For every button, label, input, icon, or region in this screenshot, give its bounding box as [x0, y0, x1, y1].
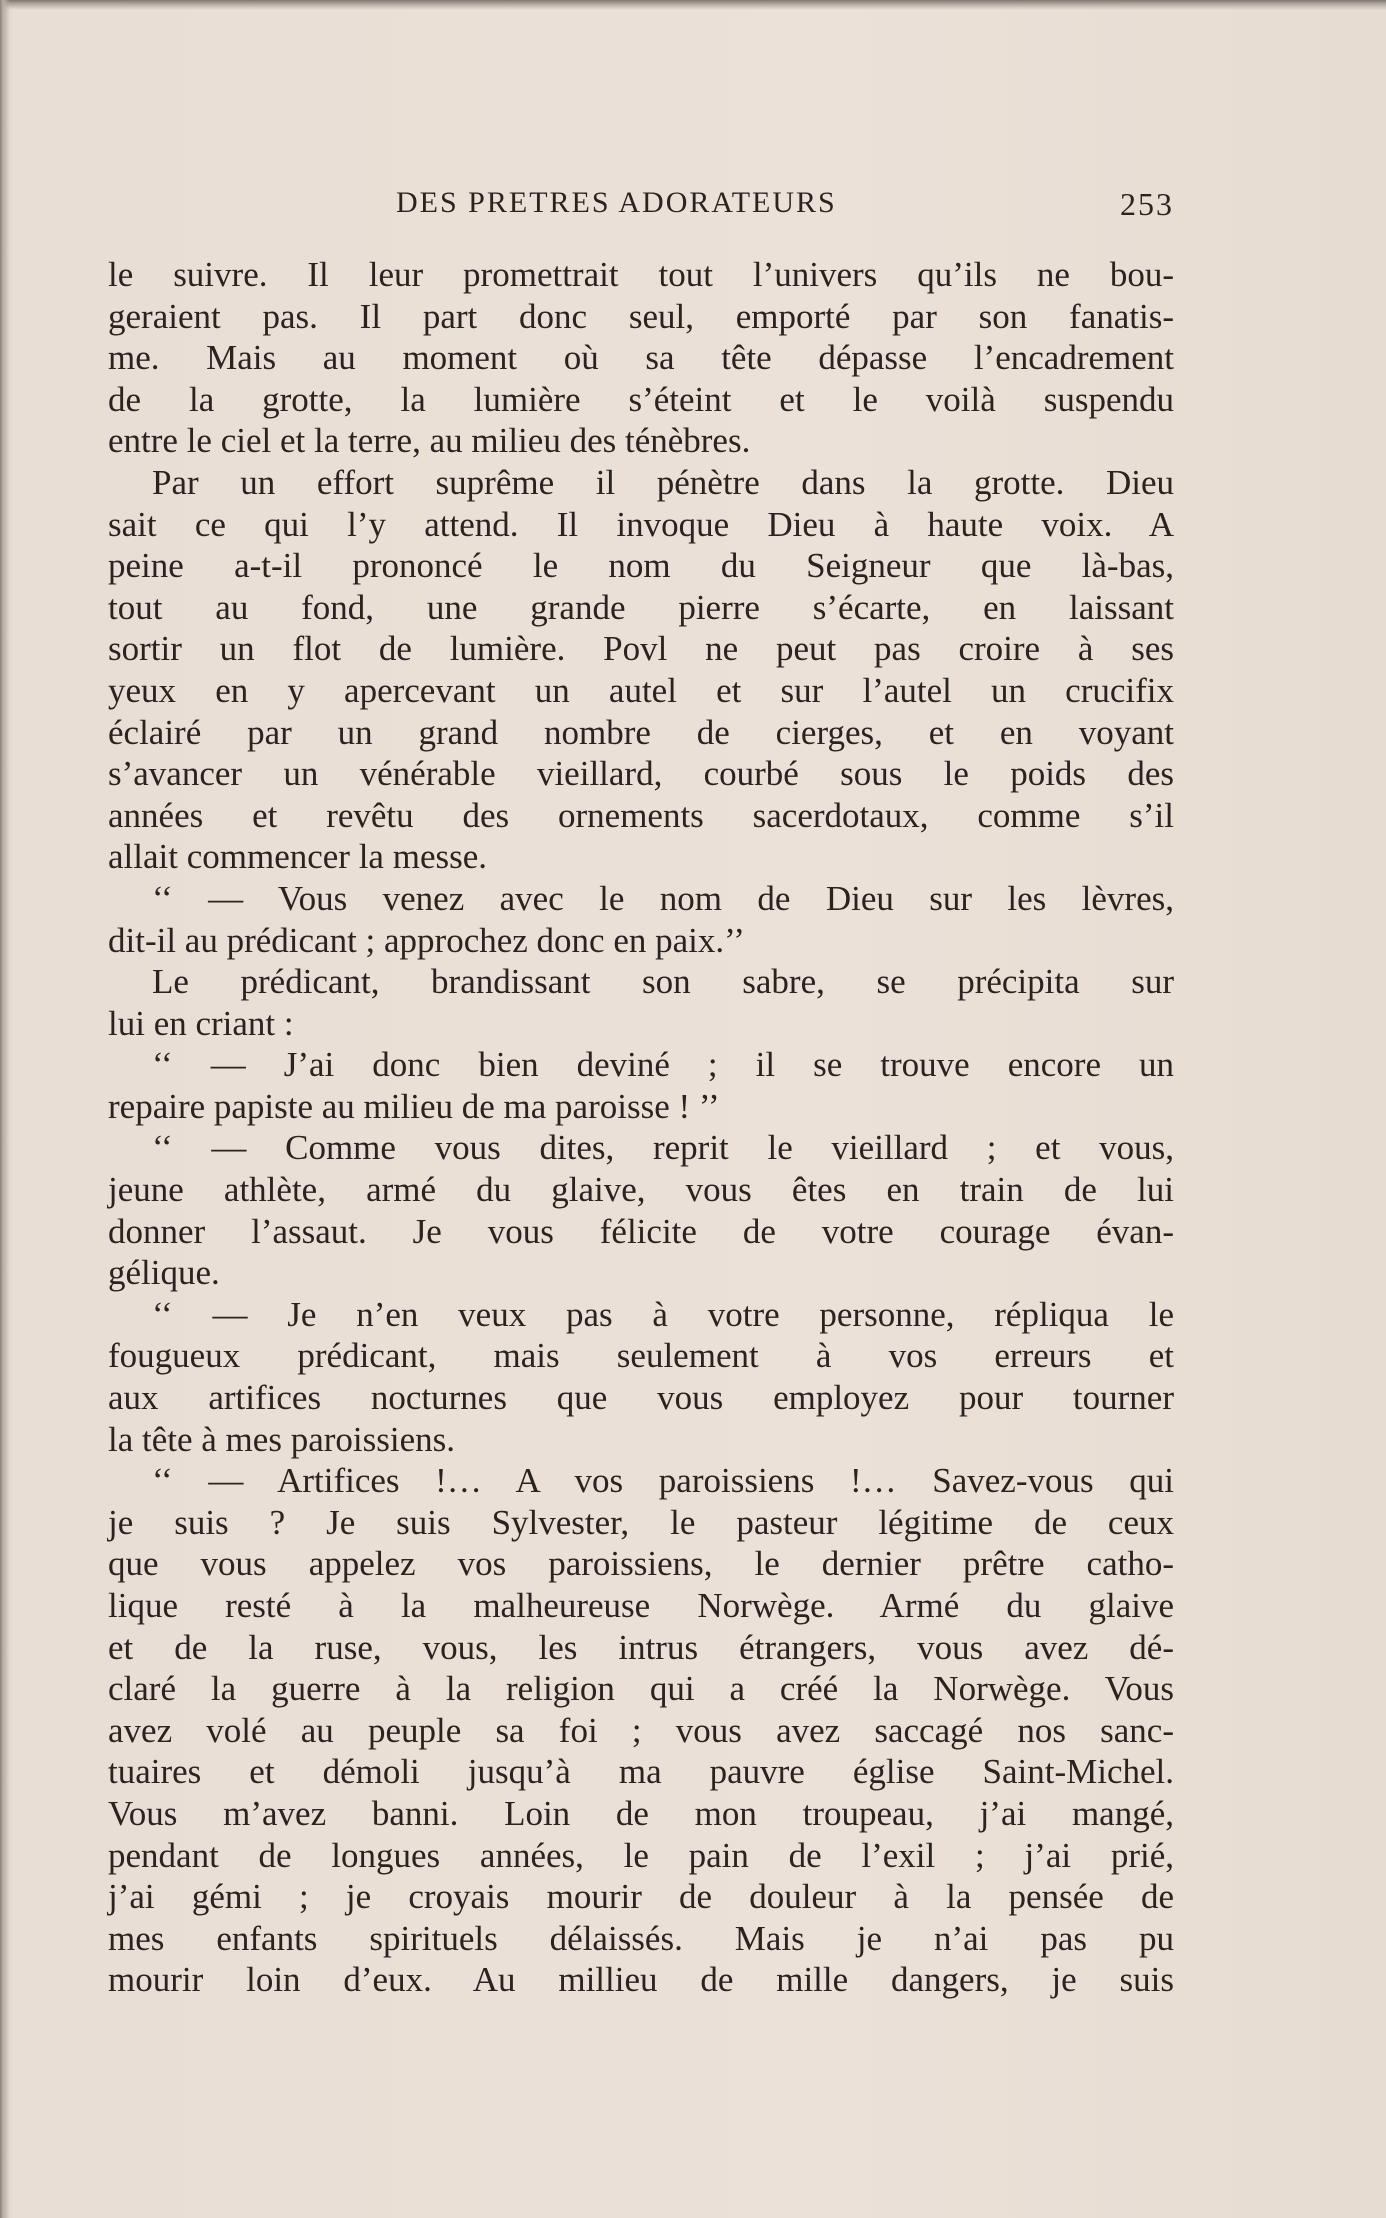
text-line: ‘‘ — Comme vous dites, reprit le vieillard ; et vous,: [152, 1128, 1174, 1168]
text-line: mourir loin d’eux. Au millieu de mille dangers, je suis: [108, 1960, 1174, 2000]
running-head: [108, 186, 1174, 230]
text-line: j’ai gémi ; je croyais mourir de douleur à la pensée de: [108, 1877, 1174, 1917]
text-line: de la grotte, la lumière s’éteint et le voilà suspendu: [108, 379, 1174, 419]
text-line: fougueux prédicant, mais seulement à vos erreurs et: [108, 1336, 1174, 1376]
text-line: sait ce qui l’y attend. Il invoque Dieu à haute voix. A: [108, 504, 1174, 544]
text-line: le suivre. Il leur promettrait tout l’univers qu’ils ne bou-: [108, 255, 1174, 294]
text-line: gélique.: [108, 1253, 220, 1293]
text-line: années et revêtu des ornements sacerdotaux, comme s’il: [108, 795, 1174, 835]
text-line: la tête à mes paroissiens.: [108, 1419, 455, 1459]
text-line: s’avancer un vénérable vieillard, courbé sous le poids des: [108, 754, 1174, 794]
text-line: peine a-t-il prononcé le nom du Seigneur que là-bas,: [108, 546, 1174, 586]
text-line: ‘‘ — J’ai donc bien deviné ; il se trouve encore un: [152, 1045, 1174, 1085]
text-line: geraient pas. Il part donc seul, emporté par son fanatis-: [108, 296, 1174, 336]
text-line: que vous appelez vos paroissiens, le dernier prêtre catho-: [108, 1544, 1174, 1584]
text-line: éclairé par un grand nombre de cierges, et en voyant: [108, 712, 1174, 752]
page-left-edge: [0, 0, 10, 2218]
text-line: donner l’assaut. Je vous félicite de votre courage évan-: [108, 1211, 1174, 1251]
text-line: allait commencer la messe.: [108, 837, 488, 877]
text-line: jeune athlète, armé du glaive, vous êtes en train de lui: [108, 1170, 1174, 1210]
text-line: entre le ciel et la terre, au milieu des ténèbres.: [108, 421, 751, 461]
text-line: sortir un flot de lumière. Povl ne peut pas croire à ses: [108, 629, 1174, 669]
page-top-edge: [0, 0, 1386, 10]
text-line: ‘‘ — Artifices !… A vos paroissiens !… Savez-vous qui: [152, 1461, 1174, 1501]
text-line: tuaires et démoli jusqu’à ma pauvre église Saint-Michel.: [108, 1752, 1174, 1792]
text-line: mes enfants spirituels délaissés. Mais je n’ai pas pu: [108, 1918, 1174, 1958]
text-line: dit-il au prédicant ; approchez donc en paix.’’: [108, 920, 745, 960]
running-head-title: DES PRETRES ADORATEURS: [396, 186, 837, 219]
body-text: [108, 254, 1174, 2001]
text-line: repaire papiste au milieu de ma paroisse ! ’’: [108, 1086, 720, 1126]
text-line: lui en criant :: [108, 1003, 294, 1043]
text-line: et de la ruse, vous, les intrus étrangers, vous avez dé-: [108, 1627, 1174, 1667]
text-line: lique resté à la malheureuse Norwège. Armé du glaive: [108, 1586, 1174, 1625]
text-line: avez volé au peuple sa foi ; vous avez saccagé nos sanc-: [108, 1710, 1174, 1750]
text-line: pendant de longues années, le pain de l’exil ; j’ai prié,: [108, 1835, 1174, 1875]
text-line: Vous m’avez banni. Loin de mon troupeau, j’ai mangé,: [108, 1793, 1174, 1833]
text-line: me. Mais au moment où sa tête dépasse l’encadrement: [108, 338, 1174, 378]
text-line: ‘‘ — Vous venez avec le nom de Dieu sur les lèvres,: [152, 878, 1174, 918]
text-line: aux artifices nocturnes que vous employez pour tourner: [108, 1378, 1174, 1418]
text-line: Le prédicant, brandissant son sabre, se précipita sur: [152, 962, 1174, 1002]
page-number: 253: [1120, 186, 1174, 222]
text-line: claré la guerre à la religion qui a créé la Norwège. Vous: [108, 1669, 1174, 1709]
text-line: ‘‘ — Je n’en veux pas à votre personne, répliqua le: [152, 1294, 1174, 1334]
text-line: tout au fond, une grande pierre s’écarte, en laissant: [108, 587, 1174, 627]
text-line: je suis ? Je suis Sylvester, le pasteur légitime de ceux: [108, 1502, 1174, 1542]
text-line: Par un effort suprême il pénètre dans la grotte. Dieu: [152, 462, 1174, 502]
text-line: yeux en y apercevant un autel et sur l’autel un crucifix: [108, 670, 1174, 710]
